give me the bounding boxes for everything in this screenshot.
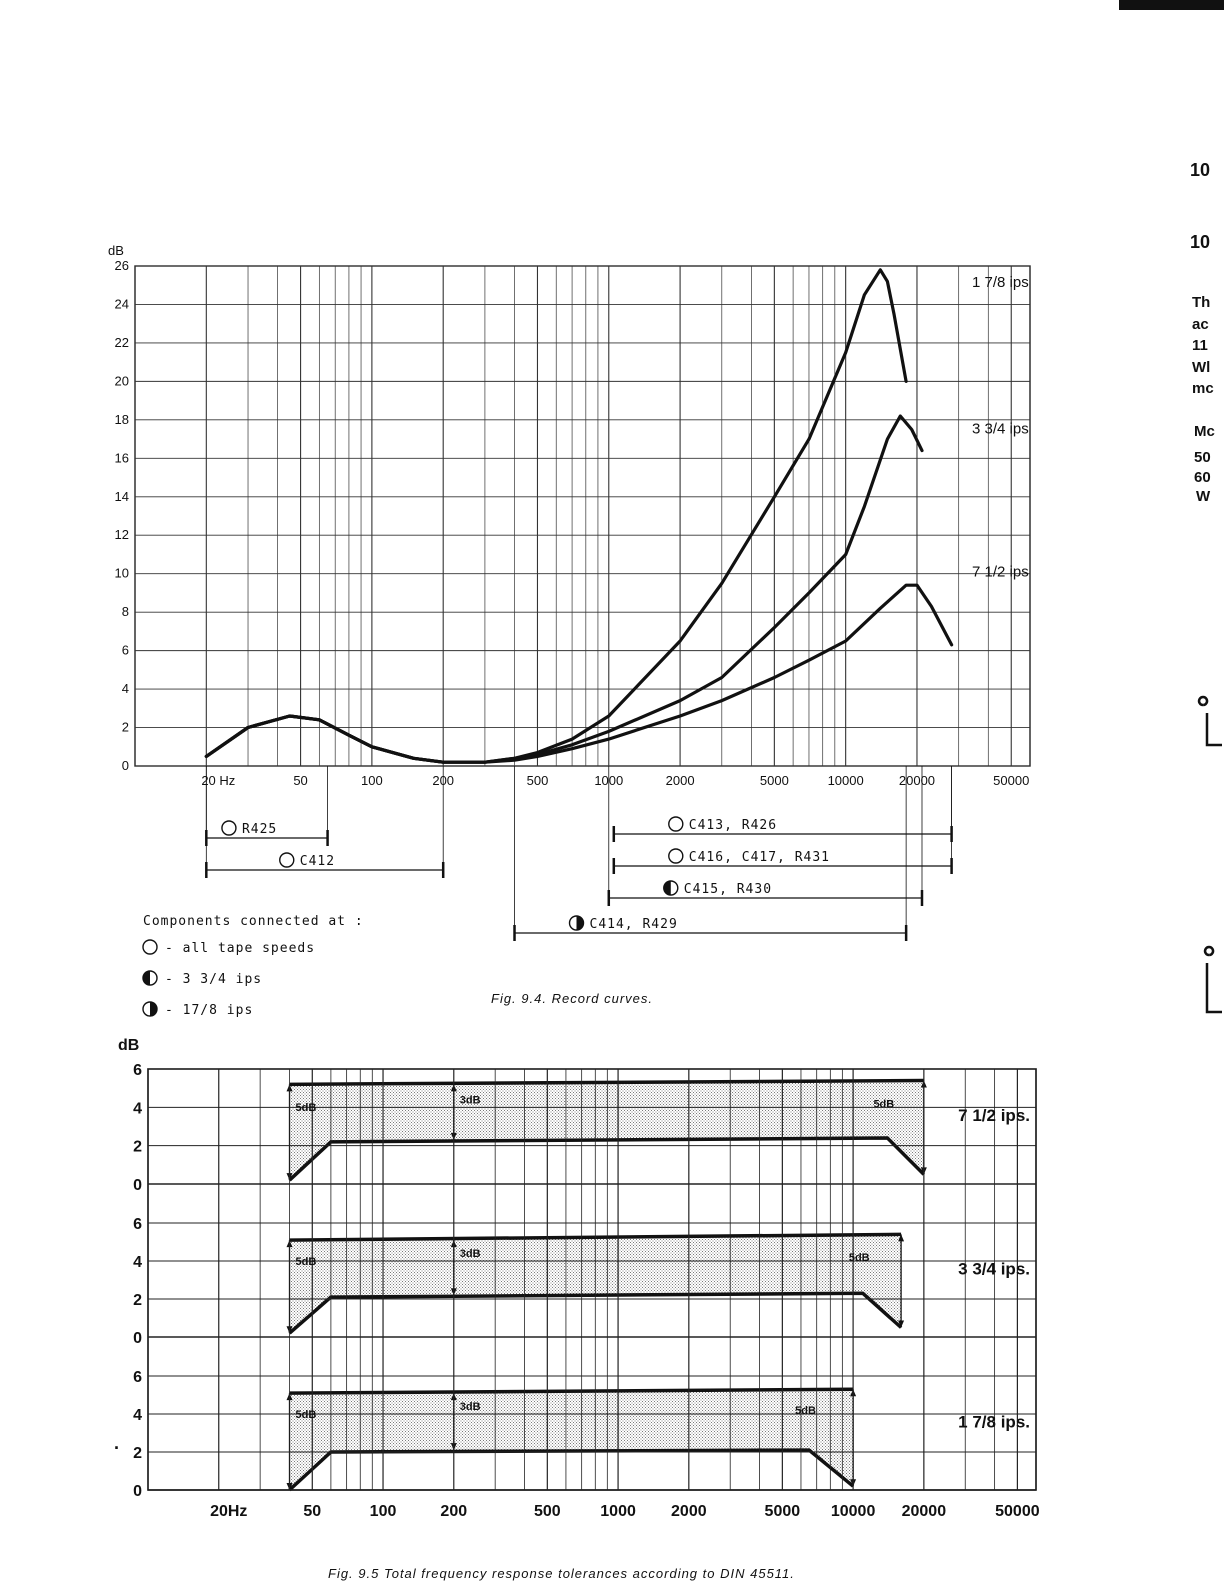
y-tick-label: 0 bbox=[121, 758, 129, 773]
y-tick-label: 4 bbox=[121, 681, 129, 697]
open-circle-icon bbox=[222, 821, 236, 835]
margin-line: mc bbox=[1192, 380, 1214, 397]
y-tick-label: 22 bbox=[114, 334, 129, 350]
open-circle-icon bbox=[669, 849, 683, 863]
record-curves-legend bbox=[143, 914, 364, 1018]
margin-heading-3: Mc bbox=[1194, 423, 1215, 440]
x-tick-label: 20 Hz bbox=[201, 773, 236, 788]
tolerance-chart bbox=[114, 1037, 1040, 1520]
x-tick-label: 50000 bbox=[995, 1503, 1040, 1520]
range-label: R425 bbox=[241, 822, 278, 837]
x-tick-label: 500 bbox=[526, 773, 549, 788]
y-axis-ticks bbox=[133, 1062, 142, 1500]
range-label: C414, R429 bbox=[589, 917, 678, 932]
tolerance-annotation: 3dB bbox=[459, 1248, 481, 1261]
margin-line: Wl bbox=[1192, 359, 1211, 376]
y-tick-label: 4 bbox=[133, 1100, 142, 1118]
tolerance-annotation: 5dB bbox=[795, 1405, 816, 1417]
x-tick-label: 200 bbox=[440, 1503, 468, 1520]
x-tick-label: 2000 bbox=[671, 1503, 707, 1520]
y-tick-label: 18 bbox=[114, 411, 129, 427]
x-tick-label: 5000 bbox=[764, 1503, 801, 1520]
y-tick-label: 0 bbox=[133, 1483, 142, 1500]
tolerance-band bbox=[290, 1389, 854, 1490]
legend-item-label: - 3 3/4 ips bbox=[165, 972, 263, 987]
tolerance-annotation: 3dB bbox=[459, 1401, 481, 1414]
x-tick-label: 1000 bbox=[600, 1503, 636, 1520]
y-tick-label: 0 bbox=[133, 1330, 142, 1347]
x-tick-label: 50000 bbox=[993, 773, 1030, 788]
x-tick-label: 500 bbox=[533, 1503, 561, 1520]
y-tick-label: 0 bbox=[133, 1177, 142, 1194]
record-curves-chart bbox=[108, 243, 1030, 941]
range-label: C413, R426 bbox=[688, 818, 778, 833]
figure-caption: Fig. 9.4. Record curves. bbox=[491, 991, 653, 1006]
y-tick-label: 6 bbox=[133, 1216, 142, 1233]
series-label: 3 3/4 ips bbox=[972, 420, 1029, 438]
open-circle-icon bbox=[280, 853, 294, 867]
figure-caption: Fig. 9.5 Total frequency response tolerances according to DIN 45511. bbox=[328, 1566, 795, 1581]
x-tick-label: 10000 bbox=[830, 1503, 876, 1520]
tolerance-annotation: 5dB bbox=[295, 1255, 317, 1268]
open-circle-icon bbox=[143, 940, 157, 954]
y-tick-label: 2 bbox=[133, 1445, 142, 1462]
open-circle-icon bbox=[669, 817, 683, 831]
margin-line: 11 bbox=[1192, 337, 1208, 354]
y-tick-label: 8 bbox=[121, 604, 129, 620]
y-tick-label: 6 bbox=[133, 1369, 142, 1386]
stray-dot: . bbox=[114, 1433, 120, 1453]
icon-fill bbox=[150, 1002, 157, 1016]
tolerance-annotation: 5dB bbox=[295, 1408, 317, 1421]
range-label: C416, C417, R431 bbox=[688, 850, 831, 865]
icon-fill bbox=[577, 916, 584, 930]
y-tick-label: 16 bbox=[114, 450, 129, 466]
x-tick-label: 50 bbox=[293, 773, 308, 788]
margin-line: 60 bbox=[1194, 469, 1211, 486]
tolerance-annotation: 3dB bbox=[459, 1094, 481, 1107]
series-label: 3 3/4 ips. bbox=[958, 1259, 1030, 1279]
x-axis-ticks bbox=[201, 773, 1029, 788]
speed-labels bbox=[972, 274, 1029, 580]
y-tick-label: 14 bbox=[114, 488, 129, 504]
x-tick-label: 1000 bbox=[594, 773, 624, 788]
x-tick-label: 2000 bbox=[665, 773, 695, 788]
top-edge-bar bbox=[1119, 0, 1224, 10]
legend-title: Components connected at : bbox=[143, 914, 364, 929]
series-label: 7 1/2 ips bbox=[972, 563, 1029, 581]
y-tick-label: 6 bbox=[133, 1062, 142, 1079]
y-tick-label: 6 bbox=[121, 642, 129, 658]
y-tick-label: 4 bbox=[133, 1407, 142, 1424]
y-tick-label: 2 bbox=[121, 719, 129, 735]
y-tick-label: 10 bbox=[114, 565, 129, 581]
y-axis-ticks bbox=[115, 258, 129, 773]
margin-line: 50 bbox=[1194, 449, 1211, 466]
y-tick-label: 4 bbox=[133, 1254, 142, 1271]
x-tick-label: 5000 bbox=[759, 773, 789, 788]
schematic-fragment bbox=[1199, 697, 1222, 745]
y-tick-label: 26 bbox=[114, 258, 129, 273]
x-axis-ticks bbox=[210, 1503, 1040, 1520]
margin-line: Th bbox=[1192, 294, 1211, 311]
grid bbox=[135, 266, 1030, 766]
series-label: 7 1/2 ips. bbox=[958, 1105, 1030, 1125]
y-tick-label: 24 bbox=[114, 296, 129, 312]
lower-limit-line bbox=[290, 1138, 924, 1180]
y-axis-label: dB bbox=[118, 1037, 140, 1054]
icon-fill bbox=[664, 881, 671, 895]
schematic-fragment bbox=[1205, 947, 1222, 1012]
tolerance-annotation: 5dB bbox=[873, 1098, 895, 1111]
range-label: C412 bbox=[299, 854, 336, 869]
y-tick-label: 2 bbox=[133, 1138, 142, 1156]
series-line bbox=[206, 416, 922, 762]
x-tick-label: 20Hz bbox=[210, 1503, 248, 1520]
margin-line: ac bbox=[1192, 316, 1209, 333]
range-label: C415, R430 bbox=[683, 882, 773, 897]
x-tick-label: 200 bbox=[432, 773, 455, 788]
series-lines bbox=[206, 270, 951, 762]
series-label: 1 7/8 ips bbox=[972, 274, 1029, 292]
y-axis-label: dB bbox=[108, 243, 124, 258]
margin-heading-1: 10 bbox=[1190, 160, 1211, 180]
x-tick-label: 10000 bbox=[827, 773, 864, 788]
legend-item-label: - 17/8 ips bbox=[165, 1003, 254, 1018]
y-tick-label: 2 bbox=[133, 1292, 142, 1309]
x-tick-label: 20000 bbox=[898, 773, 936, 788]
tolerance-band bbox=[290, 1081, 924, 1181]
margin-line: W bbox=[1196, 488, 1211, 505]
y-tick-label: 12 bbox=[114, 527, 129, 543]
plot-frame bbox=[135, 266, 1030, 766]
x-tick-label: 100 bbox=[361, 773, 383, 788]
x-tick-label: 50 bbox=[303, 1503, 322, 1520]
margin-heading-2: 10 bbox=[1190, 232, 1211, 252]
tolerance-annotation: 5dB bbox=[295, 1102, 317, 1115]
icon-fill bbox=[143, 971, 150, 985]
x-tick-label: 100 bbox=[369, 1503, 397, 1520]
y-tick-label: 20 bbox=[114, 373, 129, 389]
tolerance-annotation: 5dB bbox=[848, 1252, 870, 1264]
lower-limit-line bbox=[290, 1450, 854, 1490]
x-tick-label: 20000 bbox=[901, 1503, 947, 1520]
legend-item-label: - all tape speeds bbox=[165, 941, 316, 956]
series-label: 1 7/8 ips. bbox=[958, 1412, 1030, 1432]
